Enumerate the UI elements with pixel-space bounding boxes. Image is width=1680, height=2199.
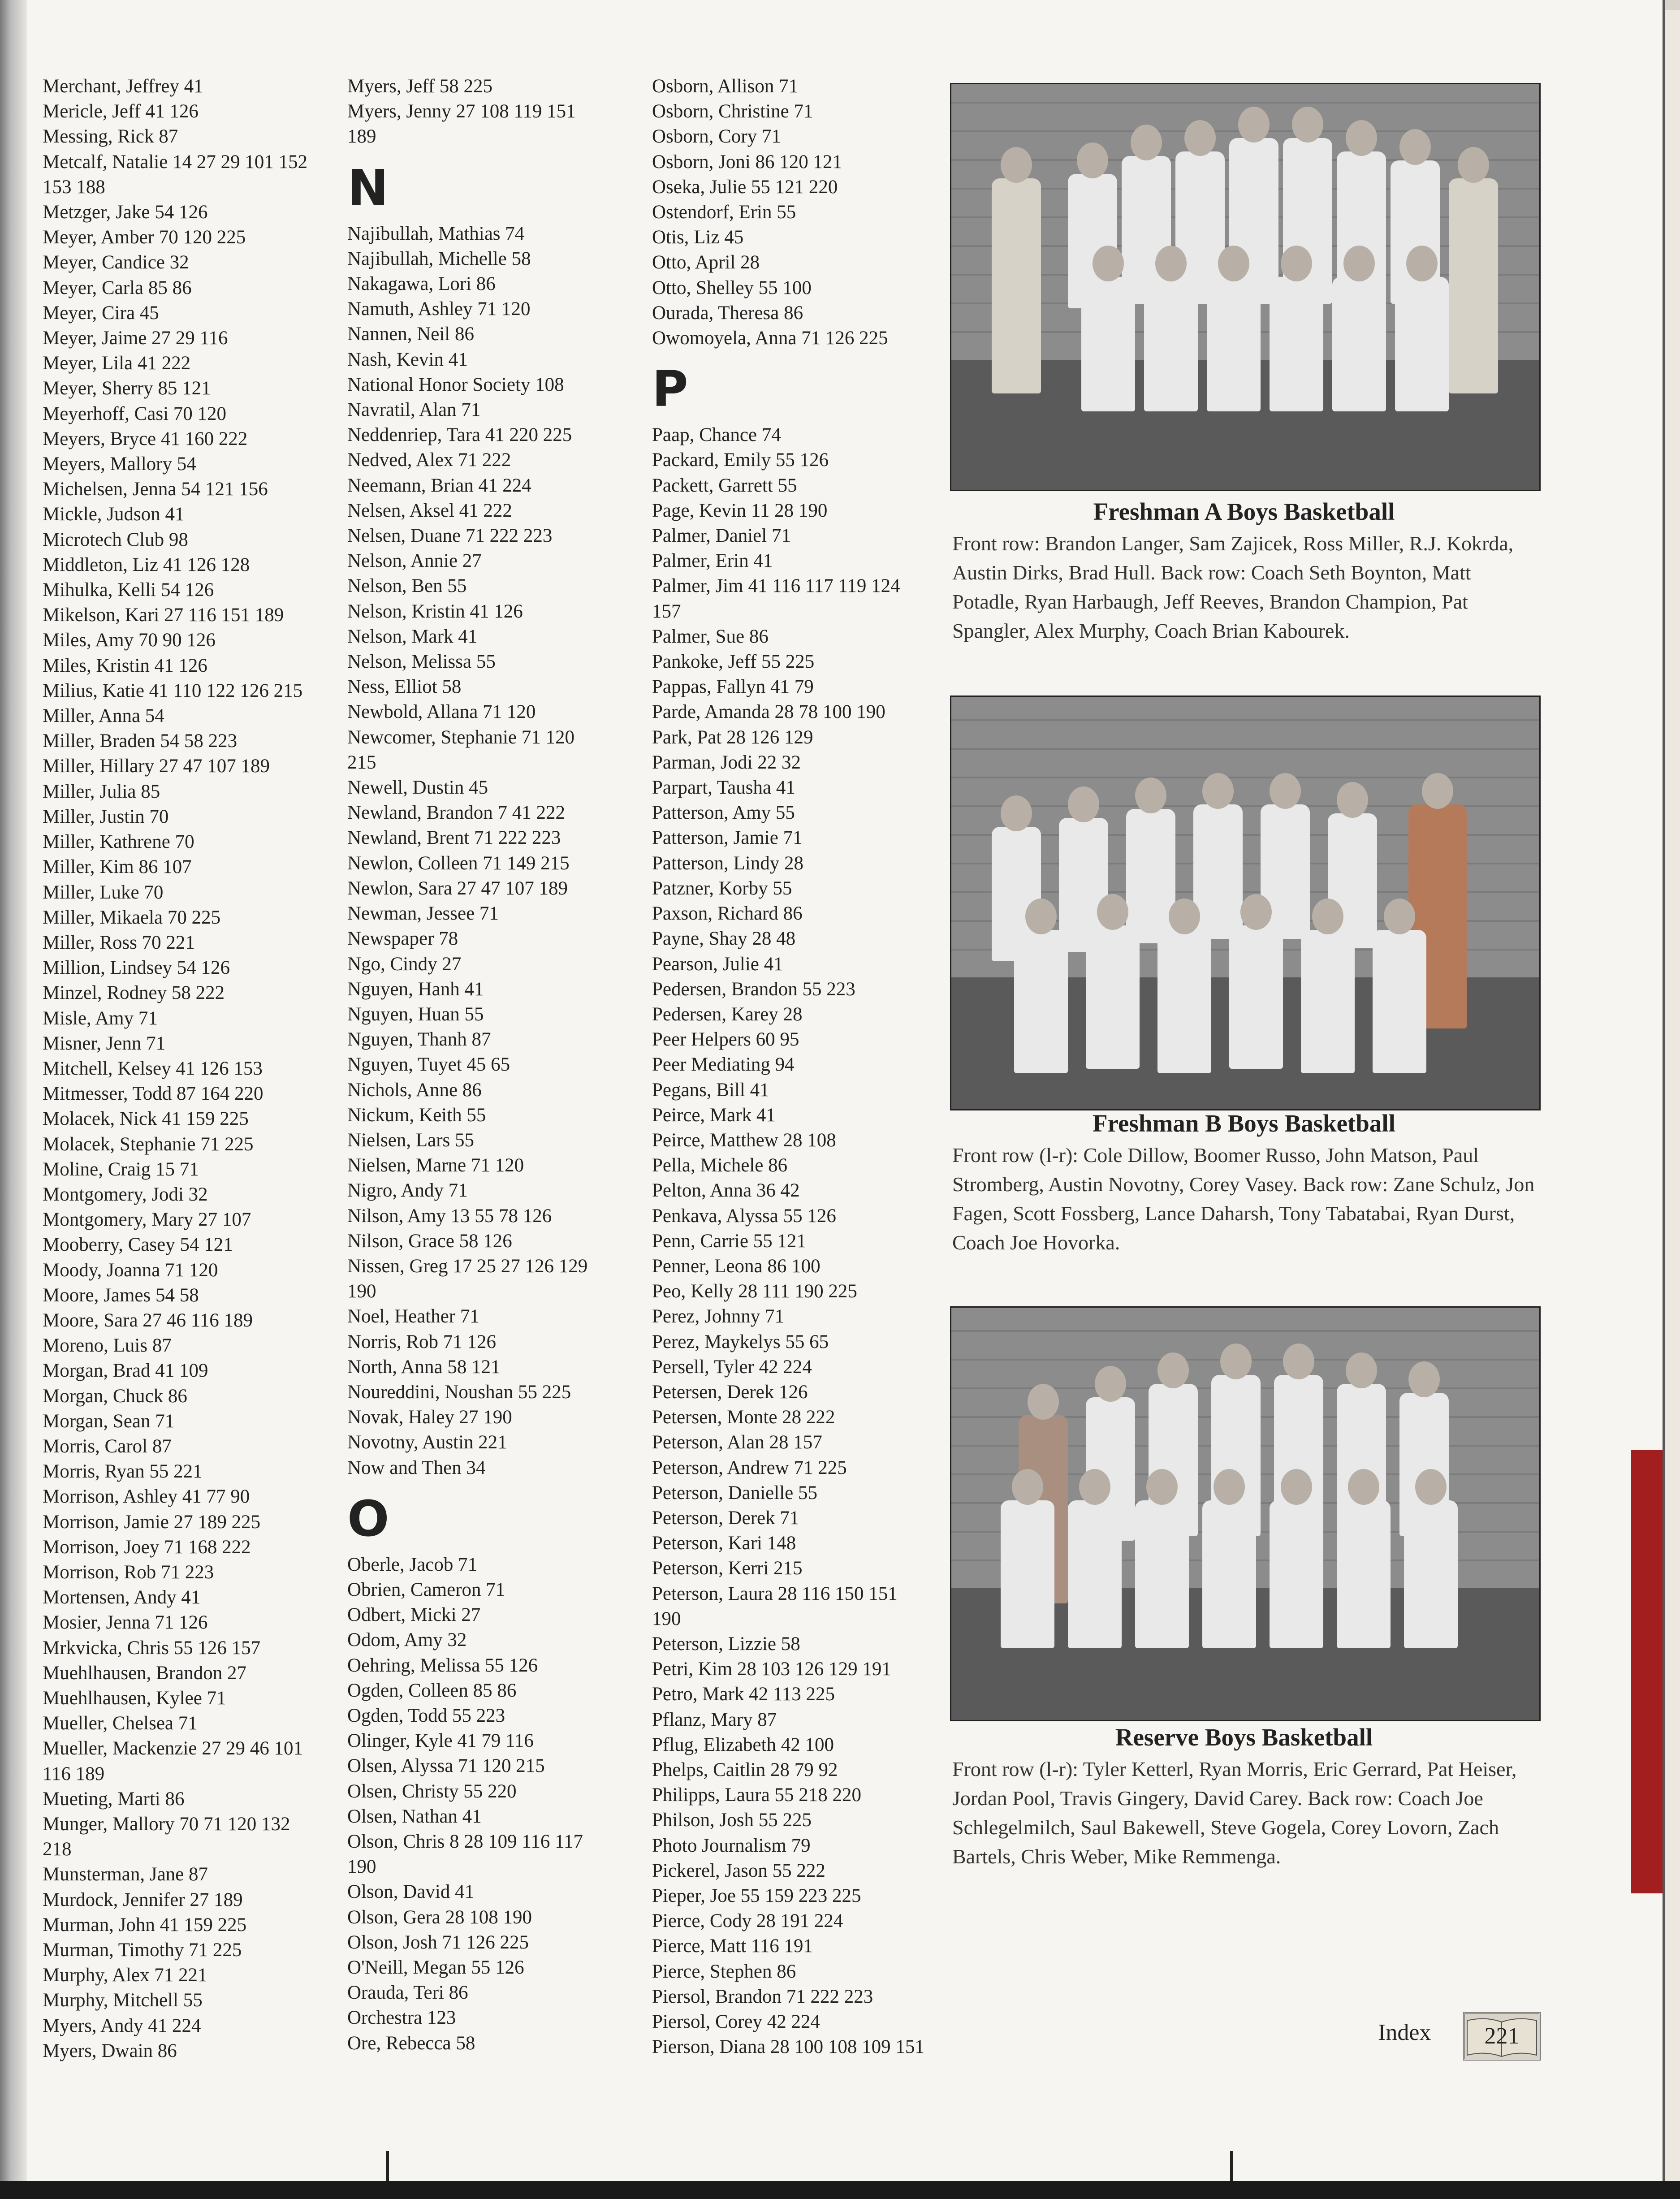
index-entry: Pflug, Elizabeth 42 100 — [652, 1734, 834, 1755]
index-entry: Oberle, Jacob 71 — [347, 1554, 478, 1575]
index-entry: Metzger, Jake 54 126 — [43, 202, 208, 223]
index-entry: Pieper, Joe 55 159 223 225 — [652, 1885, 861, 1907]
index-entry: Penn, Carrie 55 121 — [652, 1230, 806, 1252]
index-entry: Miller, Hillary 27 47 107 189 — [43, 756, 270, 777]
index-entry: 157 — [652, 601, 681, 622]
index-entry: Middleton, Liz 41 126 128 — [43, 554, 250, 575]
index-entry: Newland, Brandon 7 41 222 — [347, 802, 566, 824]
index-entry: Mericle, Jeff 41 126 — [43, 101, 199, 122]
index-entry: Nguyen, Thanh 87 — [347, 1029, 491, 1050]
index-entry: Oseka, Julie 55 121 220 — [652, 176, 838, 198]
section-letter-o: O — [347, 1490, 389, 1547]
index-entry: Moody, Joanna 71 120 — [43, 1259, 218, 1281]
index-entry: Peterson, Alan 28 157 — [652, 1432, 822, 1453]
index-entry: Nichols, Anne 86 — [347, 1079, 482, 1101]
index-entry: Mortensen, Andy 41 — [43, 1587, 201, 1608]
index-entry: Meyerhoff, Casi 70 120 — [43, 403, 227, 424]
index-entry: Pelton, Anna 36 42 — [652, 1180, 800, 1201]
index-entry: Pflanz, Mary 87 — [652, 1709, 777, 1730]
index-entry: Osborn, Allison 71 — [652, 76, 799, 97]
index-entry: Patzner, Korby 55 — [652, 877, 792, 899]
team-photo-reserve — [950, 1306, 1541, 1721]
index-entry: Miller, Kathrene 70 — [43, 831, 194, 853]
index-entry: O'Neill, Megan 55 126 — [347, 1957, 524, 1979]
index-entry: Miles, Amy 70 90 126 — [43, 630, 216, 651]
index-entry: Olson, Josh 71 126 225 — [347, 1931, 529, 1953]
index-entry: 189 — [347, 126, 376, 147]
index-entry: Novak, Haley 27 190 — [347, 1407, 512, 1428]
index-entry: Patterson, Jamie 71 — [652, 827, 803, 849]
index-entry: Newman, Jessee 71 — [347, 903, 499, 925]
index-entry: Otis, Liz 45 — [652, 227, 744, 248]
index-entry: Ogden, Colleen 85 86 — [347, 1680, 517, 1701]
index-entry: Murdock, Jennifer 27 189 — [43, 1889, 243, 1910]
index-entry: Nelsen, Duane 71 222 223 — [347, 525, 553, 547]
index-entry: Morgan, Sean 71 — [43, 1410, 175, 1432]
section-letter-n: N — [347, 159, 388, 216]
index-entry: Pierce, Matt 116 191 — [652, 1935, 813, 1957]
index-entry: Noureddini, Noushan 55 225 — [347, 1381, 571, 1403]
index-entry: Pierce, Stephen 86 — [652, 1961, 796, 1982]
index-entry: Orauda, Teri 86 — [347, 1982, 468, 2004]
index-entry: Ourada, Theresa 86 — [652, 302, 803, 324]
index-entry: 218 — [43, 1839, 72, 1860]
index-entry: Mitmesser, Todd 87 164 220 — [43, 1083, 263, 1105]
index-entry: Nelson, Annie 27 — [347, 550, 482, 572]
index-entry: Palmer, Sue 86 — [652, 626, 769, 647]
index-entry: Pierson, Diana 28 100 108 109 151 — [652, 2036, 924, 2058]
index-entry: Palmer, Erin 41 — [652, 550, 773, 572]
index-entry: Olinger, Kyle 41 79 116 — [347, 1730, 534, 1752]
index-entry: Newbold, Allana 71 120 — [347, 701, 536, 723]
index-entry: Odbert, Micki 27 — [347, 1604, 481, 1626]
photo-title: Reserve Boys Basketball — [1115, 1724, 1373, 1751]
index-entry: Palmer, Daniel 71 — [652, 525, 791, 547]
index-entry: Otto, April 28 — [652, 252, 760, 273]
index-entry: Mueting, Marti 86 — [43, 1788, 185, 1810]
index-entry: 190 — [347, 1856, 376, 1878]
page-number-badge — [1463, 2012, 1541, 2061]
index-entry: Mitchell, Kelsey 41 126 153 — [43, 1058, 263, 1079]
index-entry: 215 — [347, 752, 376, 773]
photo-caption: Front row (l-r): Cole Dillow, Boomer Russo, John Matson, Paul Stromberg, Austin Novotny, Corey Vasey. Back row: Zane Schulz, Jon Fagen, Scott Fossberg, Lance Daharsh, Tony Tabatabai, Ryan Durst, Coach Joe Hovorka. — [952, 1144, 1535, 1254]
index-entry: Osborn, Christine 71 — [652, 101, 813, 122]
page-bottom-edge — [0, 2181, 1680, 2199]
index-entry: National Honor Society 108 — [347, 374, 564, 395]
binding-edge — [0, 0, 27, 2199]
index-entry: Peterson, Lizzie 58 — [652, 1633, 800, 1655]
index-entry: Packard, Emily 55 126 — [652, 449, 829, 471]
index-entry: Mickle, Judson 41 — [43, 504, 185, 525]
index-entry: Murphy, Mitchell 55 — [43, 1990, 203, 2011]
index-entry: Moore, Sara 27 46 116 189 — [43, 1309, 253, 1331]
index-entry: Newcomer, Stephanie 71 120 — [347, 726, 574, 748]
index-entry: Nielsen, Marne 71 120 — [347, 1155, 524, 1176]
index-entry: Miles, Kristin 41 126 — [43, 655, 207, 676]
index-entry: Milius, Katie 41 110 122 126 215 — [43, 680, 303, 701]
index-entry: Neddenriep, Tara 41 220 225 — [347, 424, 572, 446]
index-entry: Minzel, Rodney 58 222 — [43, 982, 225, 1004]
index-entry: Nilson, Amy 13 55 78 126 — [347, 1205, 552, 1227]
index-entry: Meyer, Jaime 27 29 116 — [43, 328, 228, 349]
index-entry: Olson, David 41 — [347, 1881, 475, 1903]
index-entry: Nguyen, Huan 55 — [347, 1003, 484, 1025]
index-entry: Ngo, Cindy 27 — [347, 953, 462, 975]
index-entry: Packett, Garrett 55 — [652, 475, 797, 496]
index-entry: North, Anna 58 121 — [347, 1356, 501, 1378]
index-entry: Metcalf, Natalie 14 27 29 101 152 — [43, 151, 308, 173]
index-entry: Muehlhausen, Kylee 71 — [43, 1688, 226, 1709]
index-entry: Peterson, Kerri 215 — [652, 1558, 803, 1579]
index-entry: Meyer, Lila 41 222 — [43, 353, 191, 374]
index-entry: Owomoyela, Anna 71 126 225 — [652, 328, 888, 349]
index-entry: Pappas, Fallyn 41 79 — [652, 676, 814, 698]
index-entry: Peirce, Matthew 28 108 — [652, 1129, 836, 1151]
section-label: Index — [1378, 2020, 1431, 2045]
index-entry: Obrien, Cameron 71 — [347, 1579, 505, 1600]
index-entry: Penner, Leona 86 100 — [652, 1255, 821, 1277]
index-entry: Piersol, Brandon 71 222 223 — [652, 1986, 873, 2007]
index-entry: Page, Kevin 11 28 190 — [652, 500, 828, 521]
index-entry: Philipps, Laura 55 218 220 — [652, 1784, 861, 1806]
index-entry: Penkava, Alyssa 55 126 — [652, 1205, 836, 1227]
section-tab-bar — [1631, 1450, 1663, 1893]
index-entry: Ostendorf, Erin 55 — [652, 202, 796, 223]
index-entry: Nannen, Neil 86 — [347, 324, 475, 345]
index-entry: Miller, Braden 54 58 223 — [43, 730, 238, 752]
index-entry: Phelps, Caitlin 28 79 92 — [652, 1759, 838, 1780]
index-entry: Meyer, Sherry 85 121 — [43, 378, 211, 399]
index-entry: Nelson, Kristin 41 126 — [347, 601, 523, 622]
index-entry: Microtech Club 98 — [43, 529, 188, 550]
index-entry: Petersen, Derek 126 — [652, 1381, 808, 1403]
index-entry: Miller, Kim 86 107 — [43, 856, 192, 878]
index-entry: Neemann, Brian 41 224 — [347, 475, 531, 496]
index-entry: Oehring, Melissa 55 126 — [347, 1655, 538, 1676]
index-entry: Palmer, Jim 41 116 117 119 124 — [652, 575, 900, 597]
index-entry: Pearson, Julie 41 — [652, 953, 783, 975]
index-entry: Montgomery, Mary 27 107 — [43, 1209, 251, 1231]
index-entry: 190 — [347, 1281, 376, 1302]
index-column-1 — [43, 74, 334, 2064]
index-entry: Moore, James 54 58 — [43, 1284, 199, 1306]
index-entry: Pegans, Bill 41 — [652, 1079, 769, 1101]
index-entry: Parpart, Tausha 41 — [652, 777, 795, 799]
index-entry: Norris, Rob 71 126 — [347, 1331, 497, 1352]
index-entry: Perez, Johnny 71 — [652, 1306, 784, 1327]
index-entry: Munsterman, Jane 87 — [43, 1864, 208, 1885]
team-photo-freshman-b — [950, 696, 1541, 1110]
index-entry: Misle, Amy 71 — [43, 1007, 158, 1029]
index-entry: Merchant, Jeffrey 41 — [43, 76, 203, 97]
index-entry: Mueller, Mackenzie 27 29 46 101 — [43, 1738, 303, 1759]
index-entry: Payne, Shay 28 48 — [652, 928, 796, 950]
index-entry: Nickum, Keith 55 — [347, 1104, 486, 1126]
index-entry: Meyers, Mallory 54 — [43, 454, 196, 475]
index-entry: Philson, Josh 55 225 — [652, 1810, 812, 1831]
index-entry: Nelson, Melissa 55 — [347, 651, 496, 673]
index-entry: Otto, Shelley 55 100 — [652, 277, 812, 298]
index-entry: Newlon, Colleen 71 149 215 — [347, 852, 570, 874]
index-entry: Miller, Anna 54 — [43, 705, 164, 727]
team-photo-freshman-a — [950, 83, 1541, 491]
index-entry: Namuth, Ashley 71 120 — [347, 298, 531, 320]
index-entry: Paap, Chance 74 — [652, 424, 781, 446]
index-entry: Noel, Heather 71 — [347, 1306, 479, 1327]
index-entry: Novotny, Austin 221 — [347, 1432, 507, 1453]
index-entry: 116 189 — [43, 1763, 105, 1784]
index-entry: Petro, Mark 42 113 225 — [652, 1684, 835, 1705]
section-letter-p: P — [652, 360, 687, 418]
index-entry: Myers, Jenny 27 108 119 151 — [347, 101, 576, 122]
index-entry: Mrkvicka, Chris 55 126 157 — [43, 1637, 261, 1659]
index-entry: Mihulka, Kelli 54 126 — [43, 579, 214, 601]
index-entry: Nakagawa, Lori 86 — [347, 273, 496, 295]
index-entry: Nissen, Greg 17 25 27 126 129 — [347, 1255, 588, 1277]
index-entry: Pickerel, Jason 55 222 — [652, 1860, 825, 1881]
index-entry: Morgan, Chuck 86 — [43, 1385, 187, 1407]
index-entry: Peirce, Mark 41 — [652, 1104, 776, 1126]
index-entry: Molacek, Nick 41 159 225 — [43, 1108, 249, 1130]
index-entry: Odom, Amy 32 — [347, 1629, 467, 1651]
index-entry: Nelsen, Aksel 41 222 — [347, 500, 512, 521]
index-entry: Najibullah, Michelle 58 — [347, 248, 531, 269]
index-entry: Messing, Rick 87 — [43, 126, 178, 147]
index-entry: Miller, Ross 70 221 — [43, 932, 195, 953]
index-entry: Peterson, Derek 71 — [652, 1507, 799, 1529]
page-number: 221 — [1484, 2023, 1520, 2049]
index-entry: Misner, Jenn 71 — [43, 1033, 166, 1054]
index-entry: Park, Pat 28 126 129 — [652, 726, 813, 748]
index-entry: Navratil, Alan 71 — [347, 399, 481, 421]
index-entry: Meyer, Carla 85 86 — [43, 277, 192, 298]
index-entry: Peterson, Andrew 71 225 — [652, 1457, 847, 1478]
index-entry: Patterson, Amy 55 — [652, 802, 795, 824]
index-entry: Newlon, Sara 27 47 107 189 — [347, 877, 568, 899]
photo-caption: Front row: Brandon Langer, Sam Zajicek, Ross Miller, R.J. Kokrda, Austin Dirks, Brad Hull. Back row: Coach Seth Boynton, Matt Potadle, Ryan Harbaugh, Jeff Reeves, Brandon Champion, Pat Spangler, Alex Murphy, Coach Brian Kabourek. — [952, 532, 1514, 642]
bottom-mark — [386, 2151, 389, 2182]
index-entry: Myers, Jeff 58 225 — [347, 76, 493, 97]
index-entry: Peo, Kelly 28 111 190 225 — [652, 1281, 857, 1302]
index-entry: Newspaper 78 — [347, 928, 458, 950]
index-entry: Murphy, Alex 71 221 — [43, 1965, 207, 1986]
index-entry: Patterson, Lindy 28 — [652, 852, 803, 874]
index-entry: Meyer, Candice 32 — [43, 252, 189, 273]
index-entry: 190 — [652, 1608, 681, 1629]
index-entry: Piersol, Corey 42 224 — [652, 2011, 821, 2033]
index-entry: 153 188 — [43, 176, 105, 198]
index-entry: Morrison, Joey 71 168 222 — [43, 1536, 251, 1558]
index-entry: Perez, Maykelys 55 65 — [652, 1331, 829, 1352]
index-entry: Now and Then 34 — [347, 1457, 486, 1478]
index-entry: Mooberry, Casey 54 121 — [43, 1234, 233, 1256]
index-entry: Murman, John 41 159 225 — [43, 1914, 247, 1935]
index-column-2 — [347, 74, 634, 2056]
index-entry: Paxson, Richard 86 — [652, 903, 803, 925]
index-entry: Miller, Julia 85 — [43, 781, 160, 802]
index-entry: Michelsen, Jenna 54 121 156 — [43, 479, 268, 500]
index-entry: Nash, Kevin 41 — [347, 349, 468, 370]
index-entry: Morgan, Brad 41 109 — [43, 1360, 208, 1382]
index-entry: Munger, Mallory 70 71 120 132 — [43, 1814, 290, 1835]
index-entry: Ness, Elliot 58 — [347, 676, 462, 698]
index-entry: Peer Mediating 94 — [652, 1054, 795, 1076]
index-column-3 — [652, 74, 939, 2060]
index-entry: Molacek, Stephanie 71 225 — [43, 1133, 254, 1155]
index-entry: Mosier, Jenna 71 126 — [43, 1612, 208, 1633]
index-entry: Olsen, Nathan 41 — [347, 1806, 482, 1827]
index-entry: Myers, Dwain 86 — [43, 2040, 177, 2061]
index-entry: Peterson, Laura 28 116 150 151 — [652, 1583, 898, 1604]
index-entry: Murman, Timothy 71 225 — [43, 1940, 242, 1961]
index-entry: Peer Helpers 60 95 — [652, 1029, 799, 1050]
index-entry: Persell, Tyler 42 224 — [652, 1356, 812, 1378]
index-entry: Pankoke, Jeff 55 225 — [652, 651, 815, 673]
index-entry: Mueller, Chelsea 71 — [43, 1713, 198, 1734]
index-entry: Parde, Amanda 28 78 100 190 — [652, 701, 885, 723]
index-entry: Photo Journalism 79 — [652, 1835, 811, 1856]
index-entry: Morrison, Rob 71 223 — [43, 1561, 214, 1583]
index-entry: Pierce, Cody 28 191 224 — [652, 1910, 843, 1932]
photo-title: Freshman B Boys Basketball — [1093, 1110, 1395, 1137]
bottom-mark — [1230, 2151, 1233, 2182]
index-entry: Pedersen, Karey 28 — [652, 1003, 803, 1025]
index-entry: Miller, Luke 70 — [43, 881, 164, 903]
index-entry: Million, Lindsey 54 126 — [43, 957, 230, 979]
index-entry: Petersen, Monte 28 222 — [652, 1407, 835, 1428]
index-entry: Peterson, Danielle 55 — [652, 1482, 817, 1503]
index-entry: Morrison, Jamie 27 189 225 — [43, 1511, 261, 1533]
index-entry: Nielsen, Lars 55 — [347, 1129, 475, 1151]
index-entry: Olson, Gera 28 108 190 — [347, 1906, 532, 1928]
index-entry: Petri, Kim 28 103 126 129 191 — [652, 1659, 891, 1680]
index-entry: Morris, Carol 87 — [43, 1435, 172, 1457]
index-entry: Nigro, Andy 71 — [347, 1180, 468, 1201]
index-entry: Nilson, Grace 58 126 — [347, 1230, 512, 1252]
index-entry: Olson, Chris 8 28 109 116 117 — [347, 1831, 583, 1852]
photo-title: Freshman A Boys Basketball — [1093, 498, 1395, 525]
index-entry: Osborn, Joni 86 120 121 — [652, 151, 842, 173]
index-entry: Newland, Brent 71 222 223 — [347, 827, 561, 849]
index-entry: Nedved, Alex 71 222 — [347, 449, 511, 471]
photo-caption: Front row (l-r): Tyler Ketterl, Ryan Morris, Eric Gerrard, Pat Heiser, Jordan Pool, Travis Gingery, David Carey. Back row: Coach Joe Schlegelmilch, Saul Bakewell, Steve Gogela, Corey Lovorn, Zach Bartels, Chris Weber, Mike Remmenga. — [952, 1758, 1517, 1868]
index-entry: Meyer, Cira 45 — [43, 302, 159, 324]
index-entry: Nelson, Ben 55 — [347, 575, 467, 597]
index-entry: Moreno, Luis 87 — [43, 1335, 172, 1357]
index-entry: Nguyen, Tuyet 45 65 — [347, 1054, 510, 1076]
index-entry: Ogden, Todd 55 223 — [347, 1705, 505, 1726]
index-entry: Miller, Mikaela 70 225 — [43, 907, 221, 928]
index-entry: Orchestra 123 — [347, 2007, 456, 2029]
index-entry: Myers, Andy 41 224 — [43, 2015, 201, 2036]
index-entry: Olsen, Alyssa 71 120 215 — [347, 1755, 545, 1777]
index-entry: Morrison, Ashley 41 77 90 — [43, 1486, 250, 1508]
index-entry: Montgomery, Jodi 32 — [43, 1184, 208, 1205]
index-entry: Ore, Rebecca 58 — [347, 2032, 475, 2054]
index-entry: Nelson, Mark 41 — [347, 626, 478, 647]
index-entry: Najibullah, Mathias 74 — [347, 223, 525, 244]
index-entry: Osborn, Cory 71 — [652, 126, 781, 147]
index-entry: Parman, Jodi 22 32 — [652, 752, 801, 773]
index-entry: Olsen, Christy 55 220 — [347, 1780, 517, 1802]
index-entry: Peterson, Kari 148 — [652, 1533, 796, 1554]
index-entry: Mikelson, Kari 27 116 151 189 — [43, 605, 284, 626]
index-entry: Nguyen, Hanh 41 — [347, 978, 484, 1000]
index-entry: Newell, Dustin 45 — [347, 777, 488, 799]
index-entry: Pella, Michele 86 — [652, 1155, 788, 1176]
index-entry: Pedersen, Brandon 55 223 — [652, 978, 855, 1000]
index-entry: Muehlhausen, Brandon 27 — [43, 1662, 247, 1684]
index-entry: Miller, Justin 70 — [43, 806, 169, 827]
index-entry: Meyer, Amber 70 120 225 — [43, 227, 246, 248]
index-entry: Meyers, Bryce 41 160 222 — [43, 428, 248, 449]
index-entry: Morris, Ryan 55 221 — [43, 1461, 203, 1482]
index-entry: Moline, Craig 15 71 — [43, 1158, 199, 1180]
